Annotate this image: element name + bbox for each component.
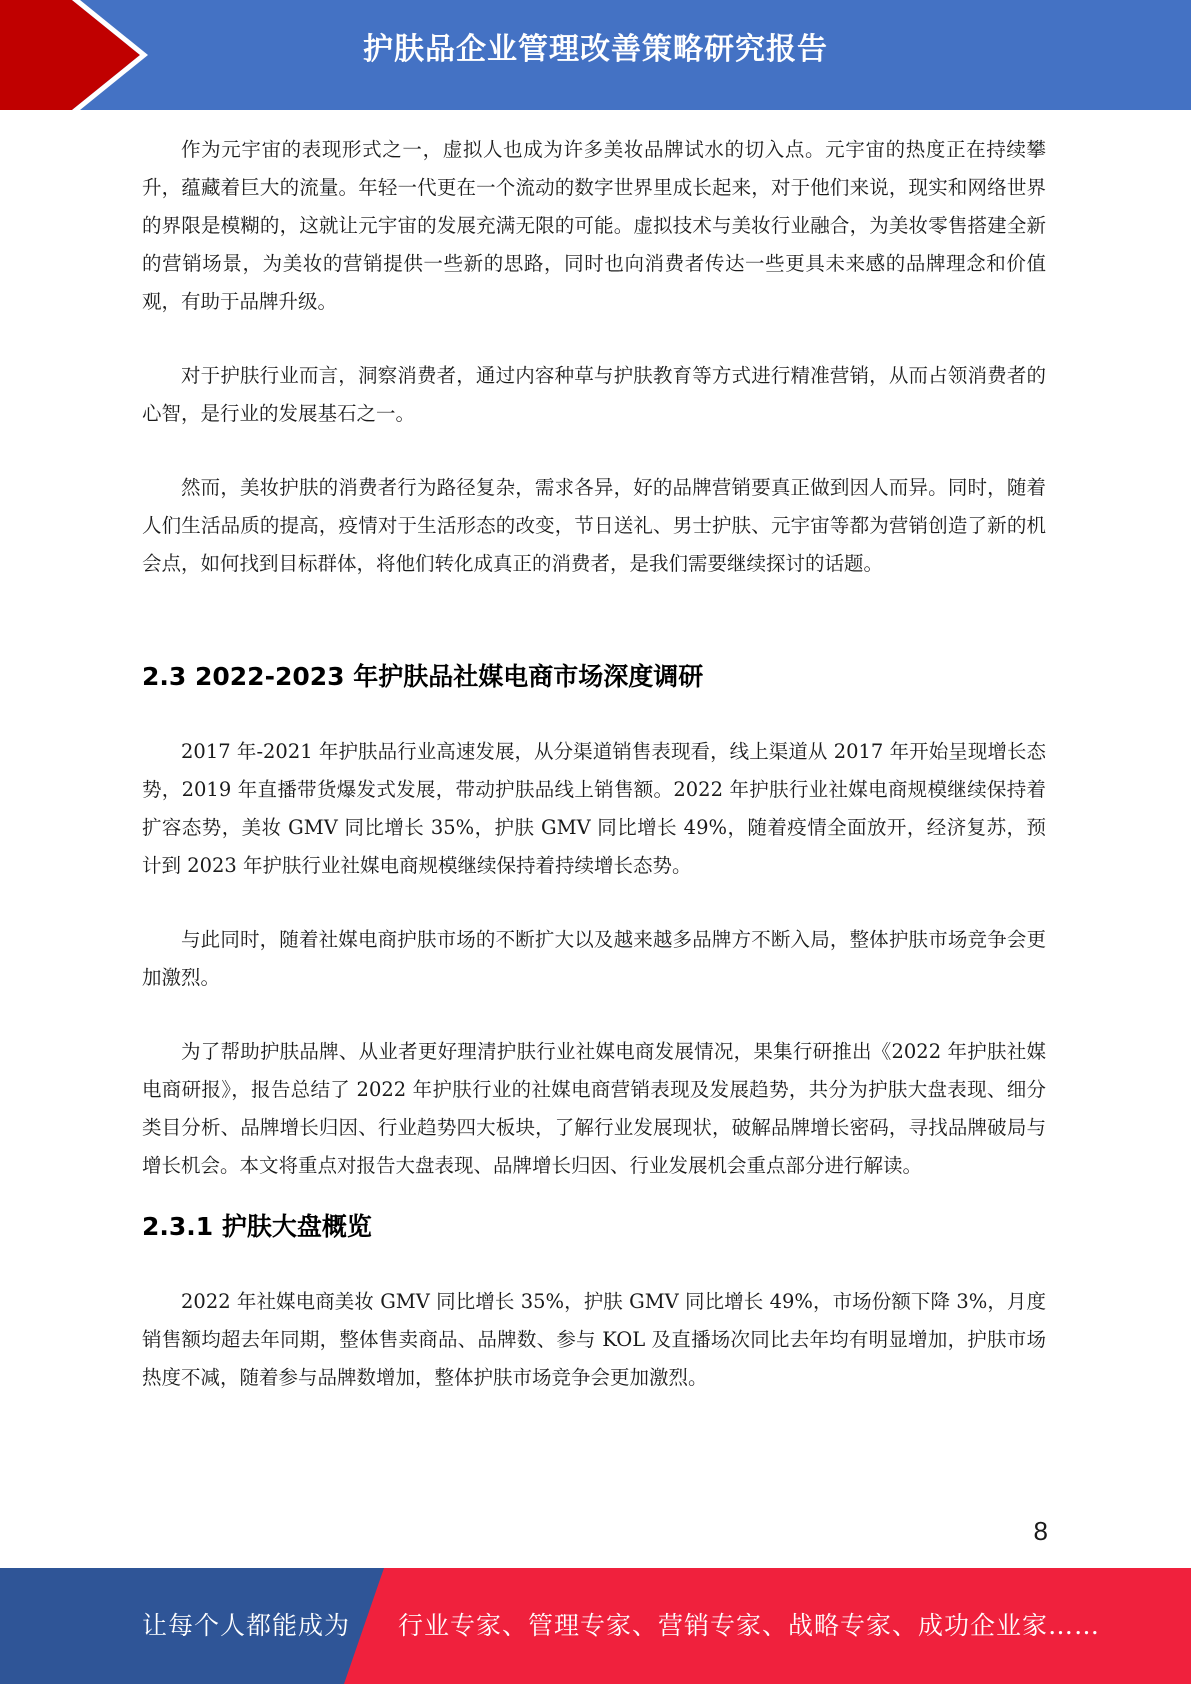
main-content (142, 131, 1046, 1397)
paragraph-metaverse: 作为元宇宙的表现形式之一，虚拟人也成为许多美妆品牌试水的切入点。元宇宙的热度正在持续攀升，蕴藏着巨大的流量。年轻一代更在一个流动的数字世界里成长起来，对于他们来说，现实和网络世界的界限是模糊的，这就让元宇宙的发展充满无限的可能。虚拟技术与美妆行业融合，为美妆零售搭建全新的营销场景，为美妆的营销提供一些新的思路，同时也向消费者传达一些更具未来感的品牌理念和价值观，有助于品牌升级。 (142, 138, 1046, 313)
header-banner (0, 0, 1191, 110)
section-heading-2-3-1: 2.3.1 护肤大盘概览 (142, 1212, 372, 1241)
paragraph-market-overview: 2022 年社媒电商美妆 GMV 同比增长 35%，护肤 GMV 同比增长 49%，市场份额下降 3%，月度销售额均超去年同期，整体售卖商品、品牌数、参与 KOL 及直播场次同比去年均有明显增加，护肤市场热度不减，随着参与品牌数增加，整体护肤市场竞争会更加激烈。 (142, 1290, 1046, 1389)
footer-slogan-right: 行业专家、管理专家、营销专家、战略专家、成功企业家…… (398, 1611, 1101, 1640)
report-title: 护肤品企业管理改善策略研究报告 (363, 32, 828, 67)
footer-banner (0, 1568, 1191, 1684)
paragraph-consumer-insight: 对于护肤行业而言，洞察消费者，通过内容种草与护肤教育等方式进行精准营销，从而占领消费者的心智，是行业的发展基石之一。 (142, 364, 1046, 425)
paragraph-industry-growth: 2017 年-2021 年护肤品行业高速发展，从分渠道销售表现看，线上渠道从 2017 年开始呈现增长态势，2019 年直播带货爆发式发展，带动护肤品线上销售额。2022 年护肤行业社媒电商规模继续保持着扩容态势，美妆 GMV 同比增长 35%，护肤 GMV 同比增长 49%，随着疫情全面放开，经济复苏，预计到 2023 年护肤行业社媒电商规模继续保持着持续增长态势。 (142, 740, 1046, 877)
footer-slogan-left: 让每个人都能成为 (142, 1611, 351, 1640)
paragraph-competition: 与此同时，随着社媒电商护肤市场的不断扩大以及越来越多品牌方不断入局，整体护肤市场竞争会更加激烈。 (142, 928, 1046, 989)
page-number: 8 (1033, 1516, 1048, 1546)
paragraph-consumer-behavior: 然而，美妆护肤的消费者行为路径复杂，需求各异，好的品牌营销要真正做到因人而异。同时，随着人们生活品质的提高，疫情对于生活形态的改变，节日送礼、男士护肤、元宇宙等都为营销创造了新的机会点，如何找到目标群体，将他们转化成真正的消费者，是我们需要继续探讨的话题。 (142, 476, 1046, 575)
section-heading-2-3: 2.3 2022-2023 年护肤品社媒电商市场深度调研 (142, 662, 704, 691)
paragraph-report-intro: 为了帮助护肤品牌、从业者更好理清护肤行业社媒电商发展情况，果集行研推出《2022 年护肤社媒电商研报》，报告总结了 2022 年护肤行业的社媒电商营销表现及发展趋势，共分为护肤大盘表现、细分类目分析、品牌增长归因、行业趋势四大板块，了解行业发展现状，破解品牌增长密码，寻找品牌破局与增长机会。本文将重点对报告大盘表现、品牌增长归因、行业发展机会重点部分进行解读。 (142, 1040, 1046, 1177)
